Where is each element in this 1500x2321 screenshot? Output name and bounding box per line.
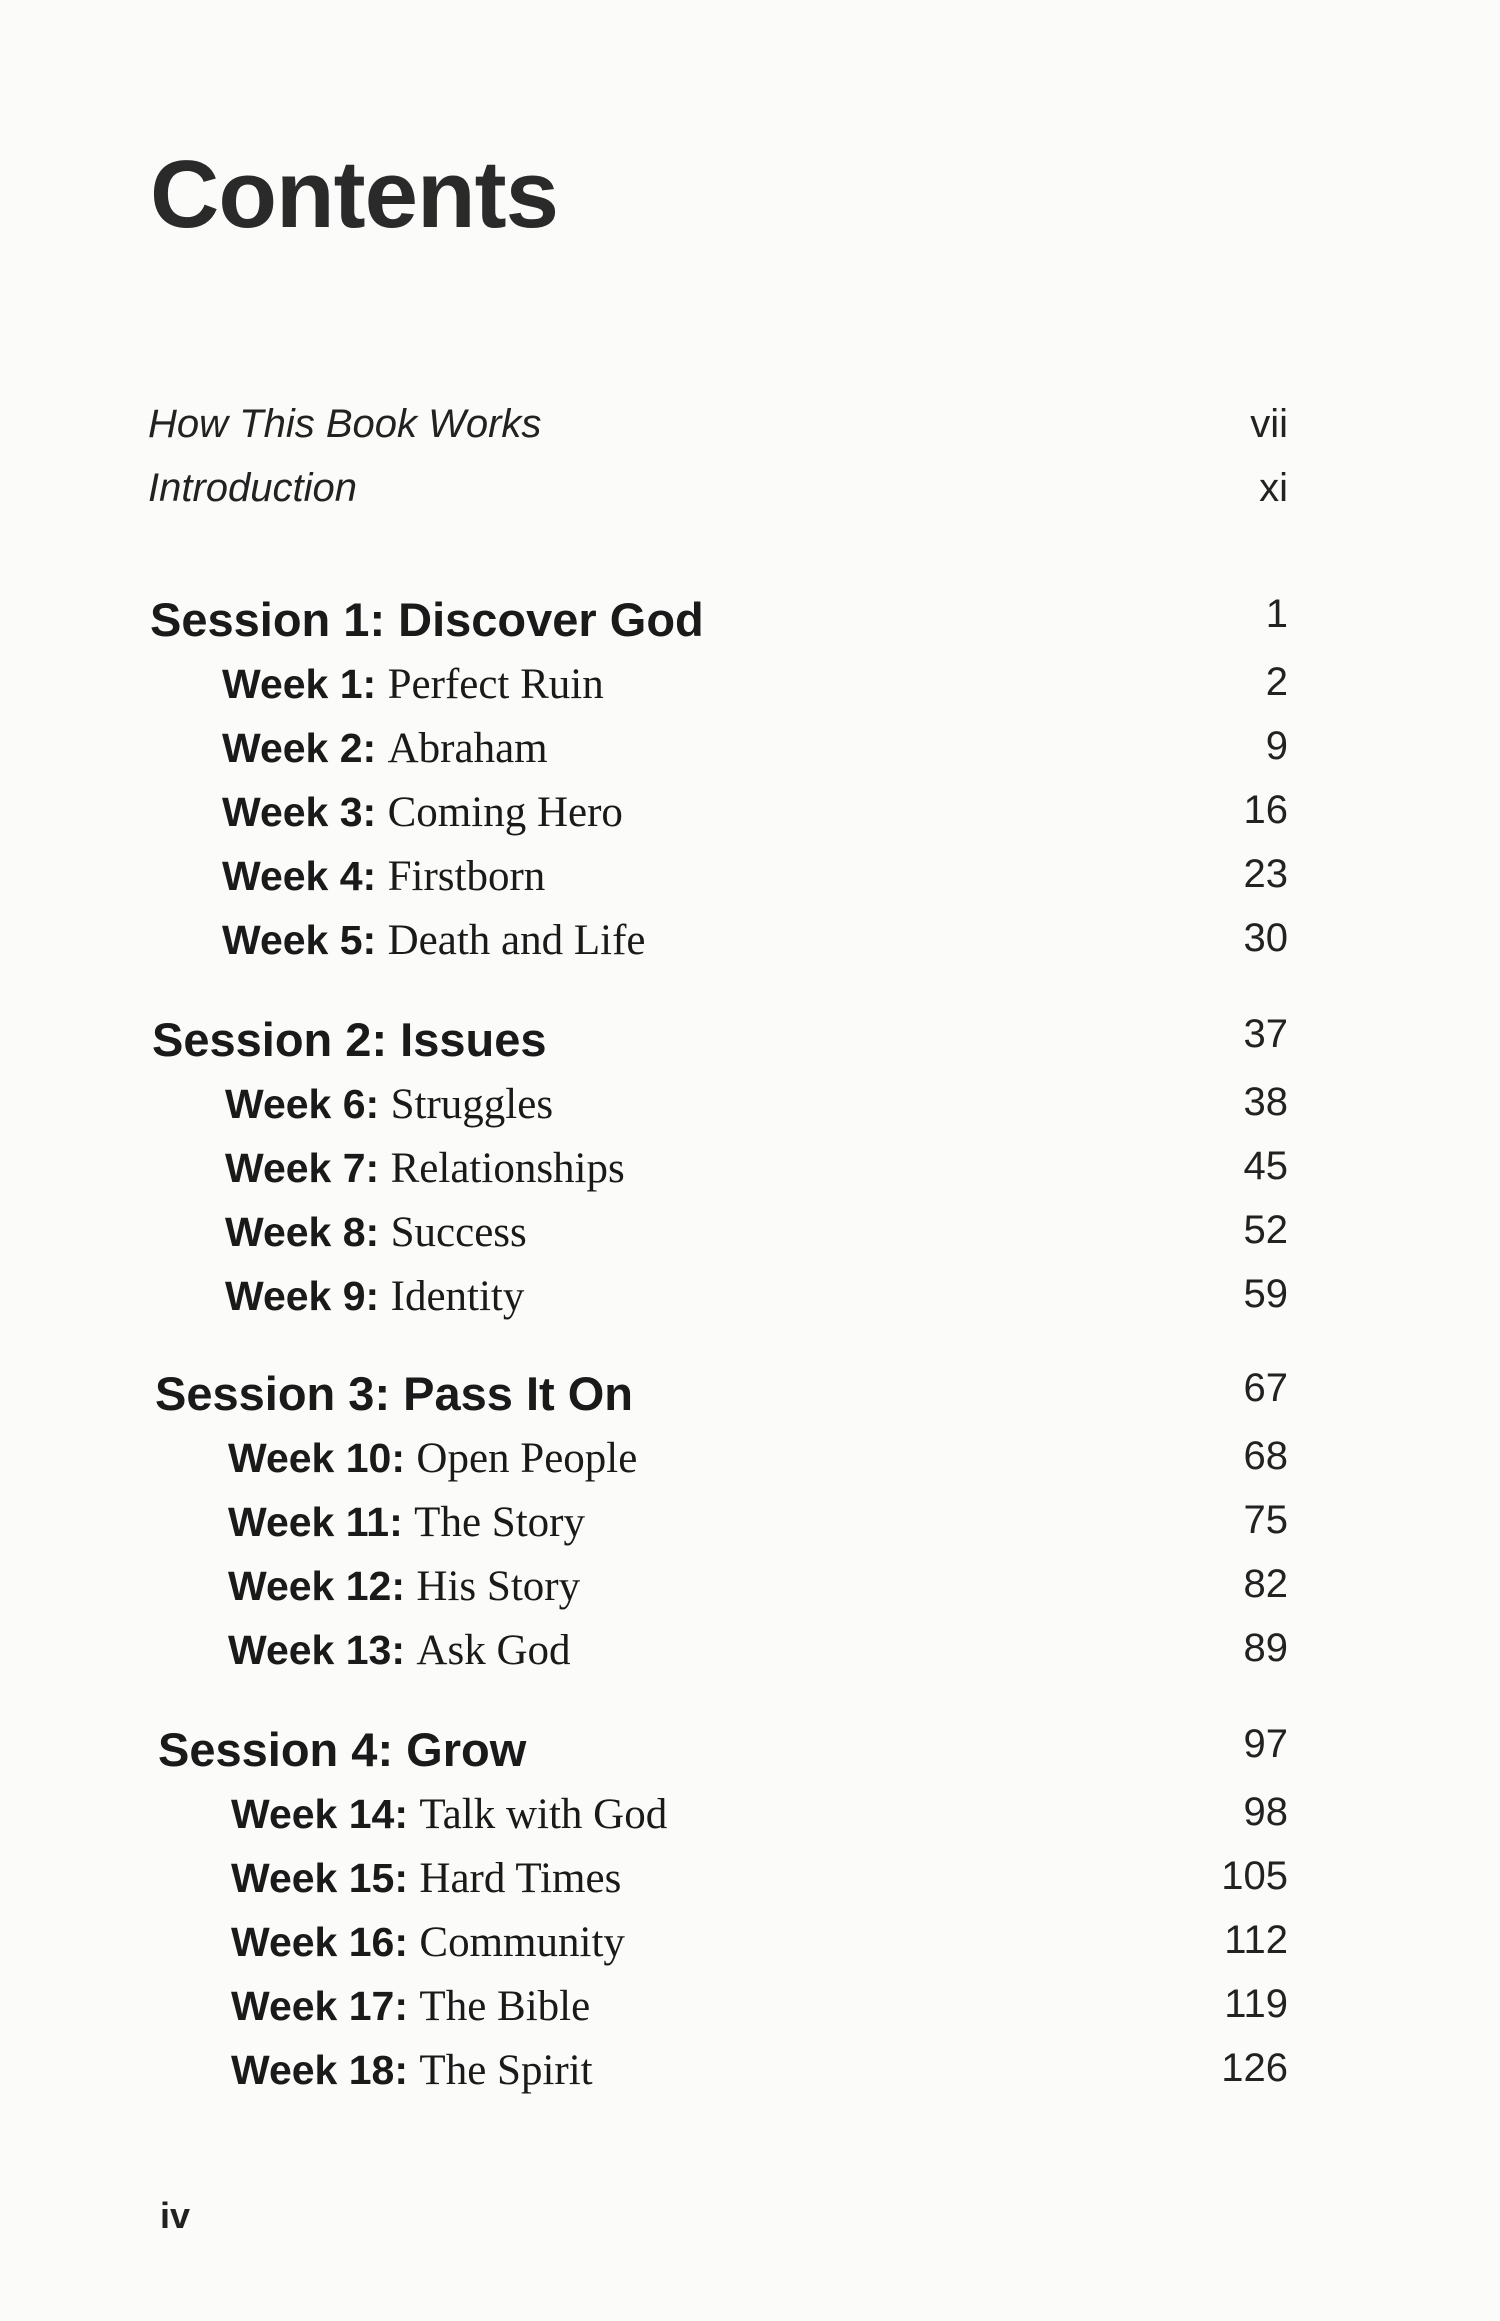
week-title: Relationships: [390, 1145, 625, 1192]
toc-page-number: 2: [1265, 660, 1288, 704]
toc-page-number: 45: [1243, 1144, 1288, 1188]
toc-week-9[interactable]: [0, 1272, 1500, 1332]
week-number: Week 11:: [228, 1499, 403, 1545]
toc-page-number: 97: [1243, 1722, 1288, 1766]
week-title: The Spirit: [419, 2047, 593, 2094]
week-title: Ask God: [416, 1627, 571, 1674]
toc-week-2[interactable]: [0, 724, 1500, 784]
week-number: Week 17:: [231, 1983, 409, 2029]
toc-page-number: 67: [1243, 1366, 1288, 1410]
toc-page-number: 119: [1224, 1982, 1288, 2026]
week-number: Week 8:: [225, 1209, 380, 1255]
toc-entry-label: Introduction: [148, 466, 358, 510]
week-title: The Story: [414, 1499, 585, 1546]
week-title: Identity: [390, 1273, 525, 1320]
toc-page-number: 23: [1243, 852, 1288, 896]
toc-page-number: 98: [1243, 1790, 1288, 1834]
week-title: The Bible: [419, 1983, 591, 2030]
week-title: Death and Life: [387, 917, 646, 964]
toc-week-1[interactable]: [0, 660, 1500, 720]
week-number: Week 18:: [231, 2047, 409, 2093]
toc-week-7[interactable]: [0, 1144, 1500, 1204]
toc-week-4[interactable]: [0, 852, 1500, 912]
toc-week-11[interactable]: [0, 1498, 1500, 1558]
toc-page-number: 38: [1243, 1080, 1288, 1124]
week-title: Hard Times: [419, 1855, 622, 1902]
week-number: Week 10:: [228, 1435, 406, 1481]
toc-week-6[interactable]: [0, 1080, 1500, 1140]
toc-week-17[interactable]: [0, 1982, 1500, 2042]
week-number: Week 12:: [228, 1563, 406, 1609]
toc-page-number: 9: [1265, 724, 1288, 768]
toc-entry-label: How This Book Works: [148, 402, 542, 446]
week-title: Coming Hero: [387, 789, 623, 836]
week-number: Week 2:: [222, 725, 377, 771]
week-number: Week 6:: [225, 1081, 380, 1127]
week-title: Firstborn: [387, 853, 546, 900]
week-title: His Story: [416, 1563, 581, 1610]
week-number: Week 7:: [225, 1145, 380, 1191]
toc-session-2[interactable]: [0, 1012, 1500, 1072]
session-label: Session 2: Issues: [152, 1013, 547, 1066]
week-title: Open People: [416, 1435, 638, 1482]
toc-page-number: vii: [1250, 402, 1288, 446]
toc-week-14[interactable]: [0, 1790, 1500, 1850]
toc-page-number: 89: [1243, 1626, 1288, 1670]
toc-page-number: 52: [1243, 1208, 1288, 1252]
week-number: Week 13:: [228, 1627, 406, 1673]
toc-session-3[interactable]: [0, 1366, 1500, 1426]
page-title: Contents: [150, 141, 558, 248]
week-number: Week 16:: [231, 1919, 409, 1965]
toc-page-number: 37: [1243, 1012, 1288, 1056]
toc-session-4[interactable]: [0, 1722, 1500, 1782]
toc-week-8[interactable]: [0, 1208, 1500, 1268]
session-label: Session 3: Pass It On: [155, 1367, 634, 1420]
toc-week-10[interactable]: [0, 1434, 1500, 1494]
toc-page-number: 126: [1221, 2046, 1288, 2090]
toc-week-18[interactable]: [0, 2046, 1500, 2106]
toc-week-3[interactable]: [0, 788, 1500, 848]
toc-week-16[interactable]: [0, 1918, 1500, 1978]
toc-page-number: 16: [1243, 788, 1288, 832]
toc-page-number: 1: [1265, 592, 1288, 636]
toc-page-number: 105: [1221, 1854, 1288, 1898]
toc-session-1[interactable]: [0, 592, 1500, 652]
toc-page-number: xi: [1259, 466, 1288, 510]
week-number: Week 15:: [231, 1855, 409, 1901]
page-folio: iv: [160, 2195, 191, 2236]
toc-page-number: 30: [1243, 916, 1288, 960]
week-title: Perfect Ruin: [387, 661, 604, 708]
toc-page-number: 68: [1243, 1434, 1288, 1478]
session-label: Session 1: Discover God: [150, 593, 704, 646]
week-title: Success: [390, 1209, 527, 1256]
toc-entry-how-this-book-works[interactable]: [0, 402, 1500, 462]
week-title: Struggles: [390, 1081, 554, 1128]
week-number: Week 5:: [222, 917, 377, 963]
week-number: Week 3:: [222, 789, 377, 835]
week-number: Week 4:: [222, 853, 377, 899]
week-number: Week 14:: [231, 1791, 409, 1837]
session-label: Session 4: Grow: [158, 1723, 527, 1776]
week-number: Week 9:: [225, 1273, 380, 1319]
toc-page-number: 59: [1243, 1272, 1288, 1316]
toc-week-12[interactable]: [0, 1562, 1500, 1622]
week-number: Week 1:: [222, 661, 377, 707]
toc-week-15[interactable]: [0, 1854, 1500, 1914]
toc-week-13[interactable]: [0, 1626, 1500, 1686]
week-title: Abraham: [387, 725, 548, 772]
toc-week-5[interactable]: [0, 916, 1500, 976]
toc-page-number: 112: [1224, 1918, 1288, 1962]
week-title: Community: [419, 1919, 625, 1966]
week-title: Talk with God: [419, 1791, 668, 1838]
toc-page-number: 75: [1243, 1498, 1288, 1542]
toc-entry-introduction[interactable]: [0, 466, 1500, 526]
toc-page-number: 82: [1243, 1562, 1288, 1606]
